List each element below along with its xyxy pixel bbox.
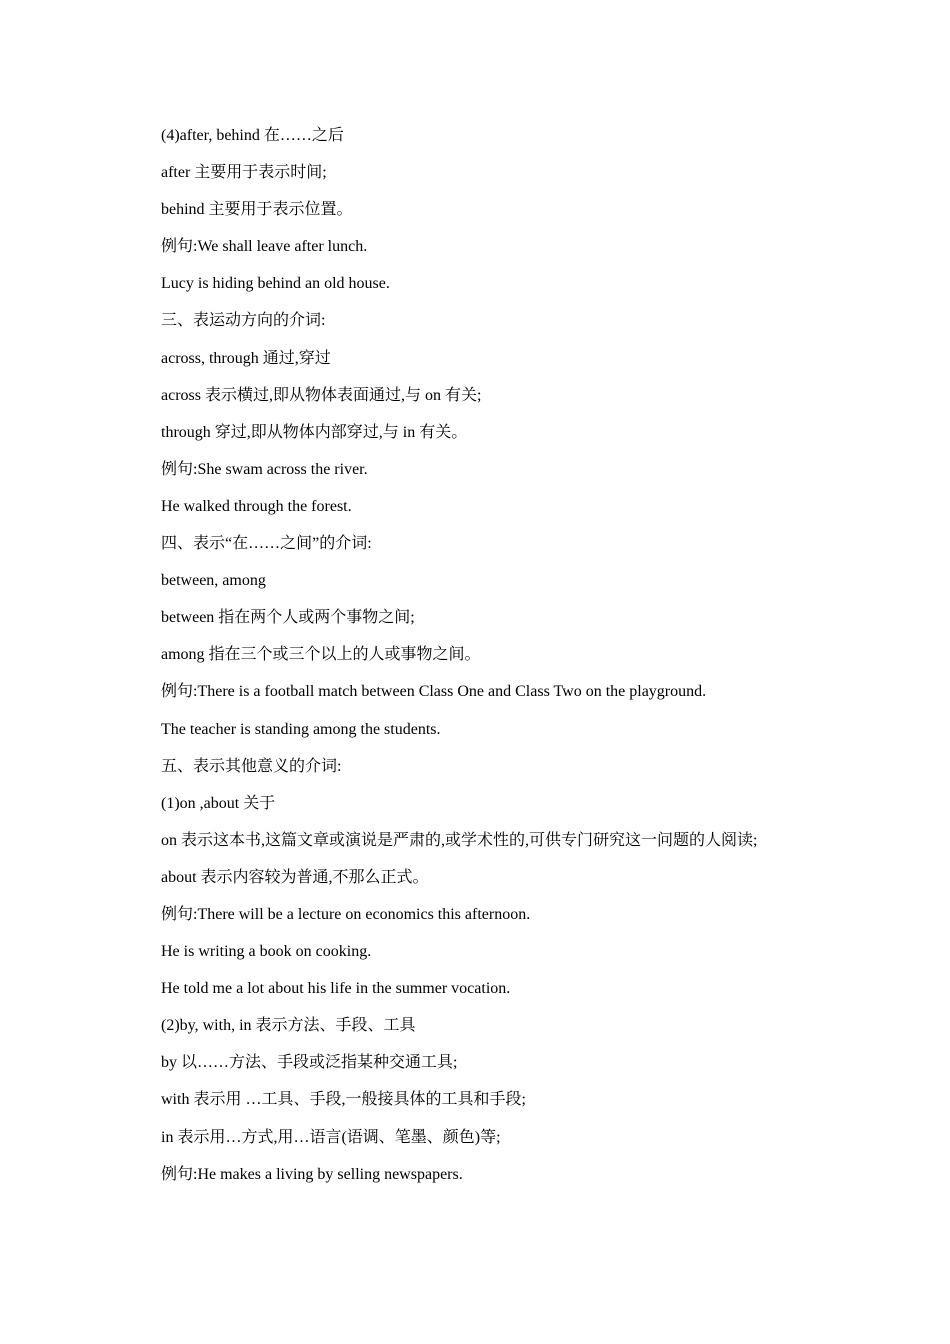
example-sentence: He walked through the forest.: [161, 497, 352, 515]
subheading-across-through: across, through 通过,穿过: [161, 349, 331, 367]
text-line: through 穿过,即从物体内部穿过,与 in 有关。: [161, 423, 468, 441]
example-sentence: 例句:There is a football match between Class One and Class Two on the playground.: [161, 683, 707, 701]
example-sentence: 例句:We shall leave after lunch.: [161, 238, 368, 256]
example-sentence: 例句:She swam across the river.: [161, 460, 368, 478]
example-sentence: He is writing a book on cooking.: [161, 943, 372, 961]
subheading-between-among: between, among: [161, 572, 266, 590]
example-sentence: He told me a lot about his life in the summer vocation.: [161, 980, 511, 998]
subheading-on-about: (1)on ,about 关于: [161, 794, 276, 812]
text-line: among 指在三个或三个以上的人或事物之间。: [161, 646, 481, 664]
text-line: across 表示横过,即从物体表面通过,与 on 有关;: [161, 386, 482, 404]
section-heading-between: 四、表示“在……之间”的介词:: [161, 535, 372, 553]
text-line: on 表示这本书,这篇文章或演说是严肃的,或学术性的,可供专门研究这一问题的人阅读;: [161, 831, 758, 849]
text-line: behind 主要用于表示位置。: [161, 201, 353, 219]
text-line: with 表示用 …工具、手段,一般接具体的工具和手段;: [161, 1091, 526, 1109]
subheading-by-with-in: (2)by, with, in 表示方法、手段、工具: [161, 1017, 416, 1035]
example-sentence: 例句:He makes a living by selling newspapers.: [161, 1165, 463, 1183]
section-heading-other: 五、表示其他意义的介词:: [161, 757, 342, 775]
example-sentence: 例句:There will be a lecture on economics this afternoon.: [161, 905, 531, 923]
text-line: in 表示用…方式,用…语言(语调、笔墨、颜色)等;: [161, 1128, 501, 1146]
text-column: [161, 124, 861, 1200]
example-sentence: Lucy is hiding behind an old house.: [161, 275, 390, 293]
section-heading-direction: 三、表运动方向的介词:: [161, 312, 326, 330]
example-sentence: The teacher is standing among the students.: [161, 720, 441, 738]
text-line: by 以……方法、手段或泛指某种交通工具;: [161, 1054, 458, 1072]
text-line: after 主要用于表示时间;: [161, 164, 327, 182]
subheading-after-behind: (4)after, behind 在……之后: [161, 127, 344, 144]
text-line: about 表示内容较为普通,不那么正式。: [161, 868, 429, 886]
text-line: between 指在两个人或两个事物之间;: [161, 609, 415, 627]
